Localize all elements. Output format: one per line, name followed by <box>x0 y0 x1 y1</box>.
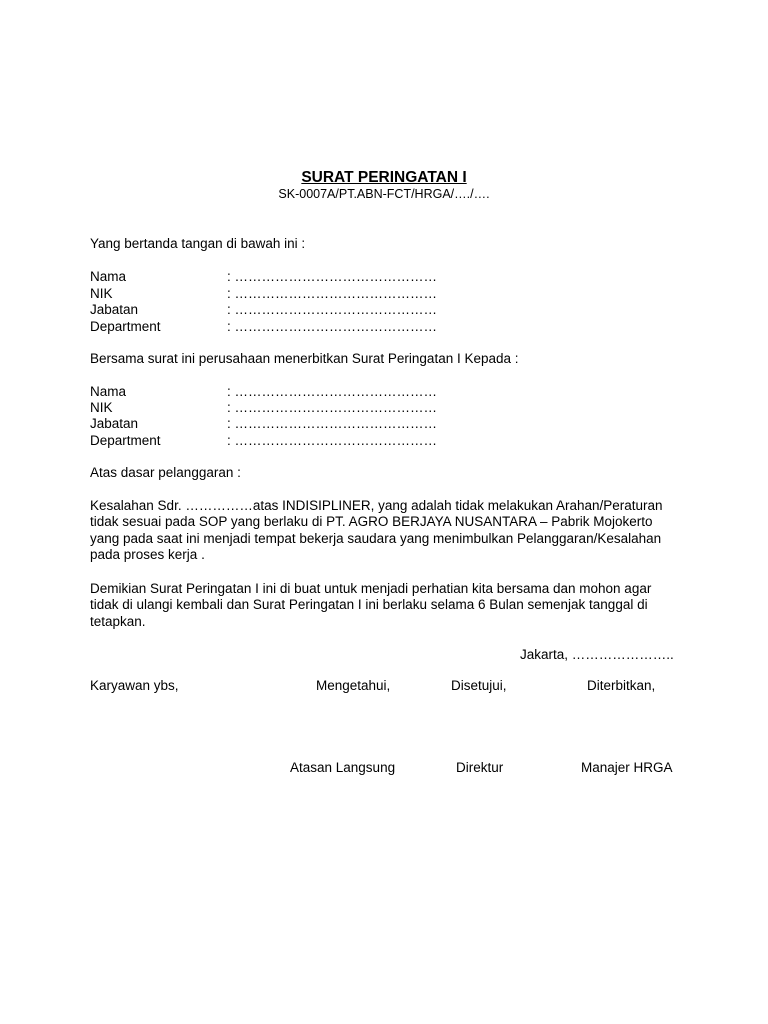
field-label: NIK <box>90 400 113 415</box>
signature-acknowledged-caption: Mengetahui, <box>316 678 391 693</box>
signature-supervisor-title: Atasan Langsung <box>290 760 396 775</box>
field-value: : ……………………………………… <box>227 302 438 317</box>
signature-approved-caption: Disetujui, <box>451 678 507 693</box>
paragraph-line: pada proses kerja . <box>90 546 205 562</box>
reference-number: SK-0007A/PT.ABN-FCT/HRGA/…./…. <box>278 187 490 201</box>
paragraph-line: tetapkan. <box>90 613 146 629</box>
violation-heading: Atas dasar pelanggaran : <box>90 465 241 480</box>
field-value: : ……………………………………… <box>227 400 438 415</box>
field-value: : ……………………………………… <box>227 319 438 334</box>
letter-title: SURAT PERINGATAN I <box>301 169 467 186</box>
intro-text: Yang bertanda tangan di bawah ini : <box>90 236 306 251</box>
paragraph-line: tidak sesuai pada SOP yang berlaku di PT. AGRO BERJAYA NUSANTARA – Pabrik Mojokerto <box>90 514 653 530</box>
field-value: : ……………………………………… <box>227 384 438 399</box>
field-value: : ……………………………………… <box>227 433 438 448</box>
signature-issued-caption: Diterbitkan, <box>587 678 656 693</box>
field-label: Nama <box>90 269 127 284</box>
paragraph-line: tidak di ulangi kembali dan Surat Peringatan I ini berlaku selama 6 Bulan semenjak tanggal di <box>90 597 648 613</box>
closing-paragraph <box>90 581 690 630</box>
field-label: Jabatan <box>90 302 139 317</box>
field-value: : ……………………………………… <box>227 286 438 301</box>
field-label: Department <box>90 319 161 334</box>
signature-director-title: Direktur <box>456 760 504 775</box>
paragraph-line: Demikian Surat Peringatan I ini di buat untuk menjadi perhatian kita bersama dan mohon agar <box>90 581 652 596</box>
paragraph-line: Kesalahan Sdr. ……………atas INDISIPLINER, yang adalah tidak melakukan Arahan/Peraturan <box>90 498 663 513</box>
field-label: NIK <box>90 286 113 301</box>
issue-statement: Bersama surat ini perusahaan menerbitkan Surat Peringatan I Kepada : <box>90 351 519 366</box>
signature-hrga-title: Manajer HRGA <box>581 760 673 775</box>
field-value: : ……………………………………… <box>227 269 438 284</box>
field-label: Jabatan <box>90 416 139 431</box>
place-date: Jakarta, ………………….. <box>520 647 674 662</box>
violation-paragraph <box>90 498 690 563</box>
field-label: Department <box>90 433 161 448</box>
field-label: Nama <box>90 384 127 399</box>
paragraph-line: yang pada saat ini menjadi tempat bekerja saudara yang menimbulkan Pelanggaran/Kesalahan <box>90 530 662 546</box>
field-value: : ……………………………………… <box>227 416 438 431</box>
signature-employee-caption: Karyawan ybs, <box>90 678 179 693</box>
